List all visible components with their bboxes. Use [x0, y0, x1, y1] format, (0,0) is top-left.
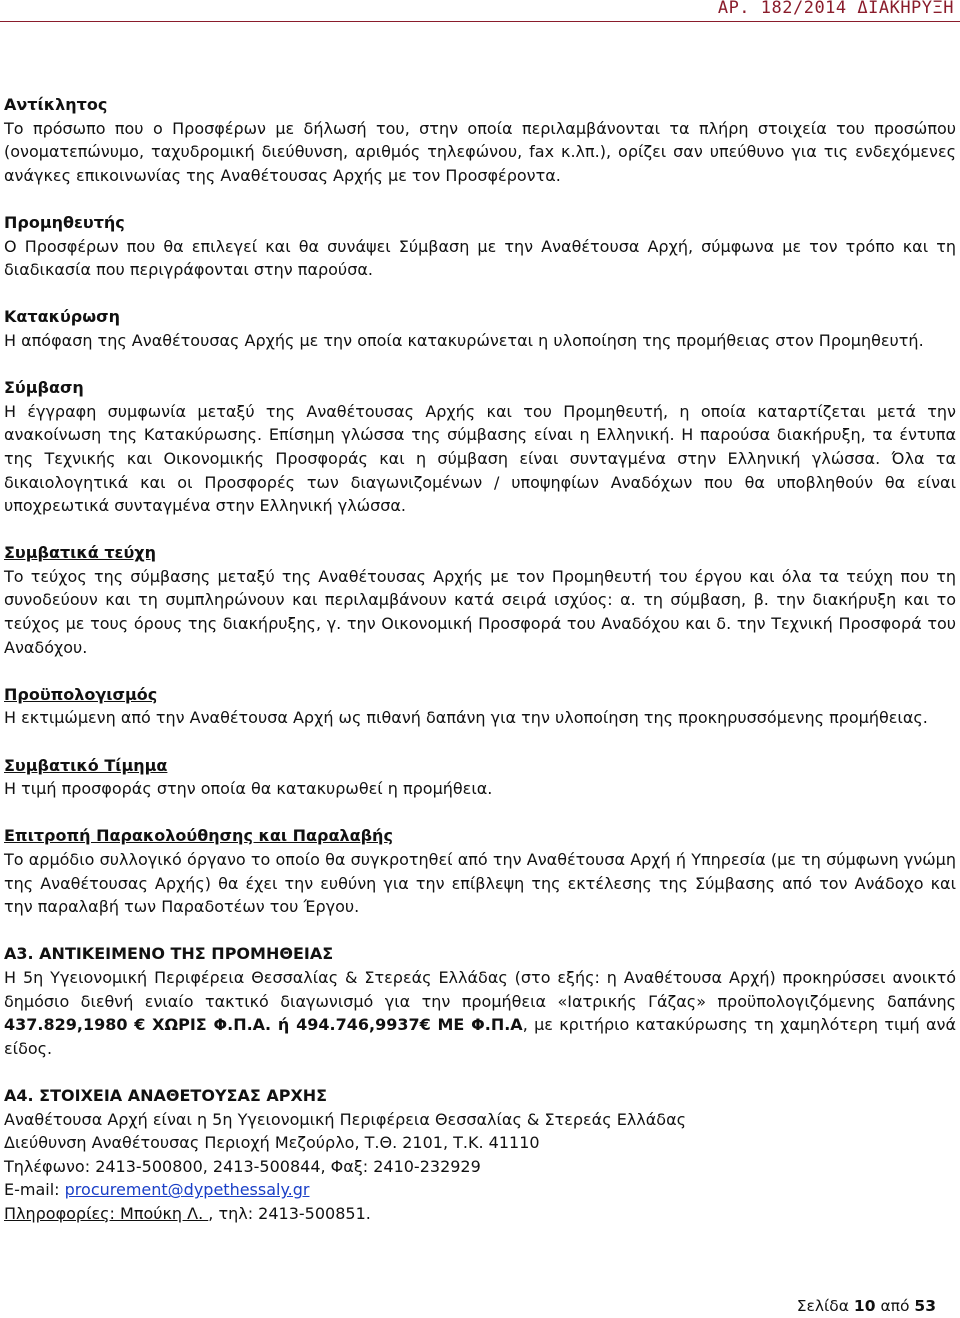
info-contact-label: Πληροφορίες: Μπούκη Λ. — [4, 1203, 209, 1223]
page-number: 10 — [853, 1297, 876, 1315]
section-title: Α4. ΣΤΟΙΧΕΙΑ ΑΝΑΘΕΤΟΥΣΑΣ ΑΡΧΗΣ — [4, 1085, 328, 1105]
a3-text-before: Η 5η Υγειονομική Περιφέρεια Θεσσαλίας & Στερεάς Ελλάδας (στο εξής: η Αναθέτουσα Αρχή) προκηρύσσει ανοικτό δημόσιο διεθνή ενιαίο τακτικό διαγωνισμό για την προμήθεια «Ιατρικής Γάζας» προϋπολογιζόμενης δαπάνης — [4, 967, 956, 1011]
section-symvatika-tefxi — [4, 541, 956, 659]
section-text: Ο Προσφέρων που θα επιλεγεί και θα συνάψει Σύμβαση με την Αναθέτουσα Αρχή, σύμφωνα με τον τρόπο και τη διαδικασία που περιγράφονται στην παρούσα. — [4, 236, 956, 280]
section-title: Συμβατικά τεύχη — [4, 543, 156, 563]
section-title: Επιτροπή Παρακολούθησης και Παραλαβής — [4, 826, 393, 846]
section-a3-object — [4, 942, 956, 1060]
authority-address-line: Διεύθυνση Αναθέτουσας Περιοχή Μεζούρλο, Τ.Θ. 2101, Τ.Κ. 41110 — [4, 1133, 540, 1153]
authority-phone-line: Τηλέφωνο: 2413-500800, 2413-500844, Φαξ: 2410-232929 — [4, 1156, 481, 1176]
a3-text-after: , με κριτήριο κατακύρωσης τη χαμηλότερη τιμή ανά είδος. — [4, 1015, 957, 1058]
section-symvasi — [4, 376, 956, 518]
authority-info-line — [4, 1202, 956, 1226]
section-text — [4, 966, 956, 1060]
document-header-title: ΑΡ. 182/2014 ΔΙΑΚΗΡΥΞΗ — [717, 0, 954, 18]
section-text: Το πρόσωπο που ο Προσφέρων με δήλωσή του, στην οποία περιλαμβάνονται τα πλήρη στοιχεία του προσώπου (ονοματεπώνυμο, ταχυδρομική διεύθυνση, αριθμός τηλεφώνου, fax κ.λπ.), ορίζει σαν υπεύθυνο για τις ενδεχόμενες ανάγκες επικοινωνίας της Αναθέτουσας Αρχής με τον Προσφέροντα. — [4, 118, 956, 185]
section-katakyrosi — [4, 305, 956, 352]
section-symvatiko-timima — [4, 754, 956, 801]
section-text: Η τιμή προσφοράς στην οποία θα κατακυρωθεί η προμήθεια. — [4, 779, 493, 799]
page-footer — [797, 1297, 936, 1315]
page-of-label: από — [880, 1297, 910, 1315]
section-title: Σύμβαση — [4, 378, 84, 398]
authority-email-line — [4, 1178, 956, 1202]
section-a4-authority — [4, 1084, 956, 1226]
section-text: Η εκτιμώμενη από την Αναθέτουσα Αρχή ως πιθανή δαπάνη για την υλοποίηση της προκηρυσσόμενης προμήθειας. — [4, 708, 928, 728]
header-divider — [0, 21, 960, 22]
authority-name-line: Αναθέτουσα Αρχή είναι η 5η Υγειονομική Περιφέρεια Θεσσαλίας & Στερεάς Ελλάδας — [4, 1109, 687, 1129]
section-proypologismos — [4, 683, 956, 730]
section-text: Το αρμόδιο συλλογικό όργανο το οποίο θα συγκροτηθεί από την Αναθέτουσα Αρχή ή Υπηρεσία (με τη σύμφωνη γνώμη της Αναθέτουσας Αρχής) θα έχει την ευθύνη για την επίβλεψη της εκτέλεσης της Σύμβασης από τον Ανάδοχο και την παραλαβή των Παραδοτέων του Έργου. — [4, 850, 956, 917]
document-body — [4, 93, 956, 1249]
section-epitropi — [4, 824, 956, 918]
section-text: Η απόφαση της Αναθέτουσας Αρχής με την οποία κατακυρώνεται η υλοποίηση της προμήθειας στον Προμηθευτή. — [4, 330, 924, 350]
section-title: Προϋπολογισμός — [4, 684, 158, 704]
amount-with-vat: 494.746,9937€ ΜΕ Φ.Π.Α — [296, 1015, 523, 1035]
section-title: Συμβατικό Τίμημα — [4, 755, 168, 775]
section-title: Α3. ΑΝΤΙΚΕΙΜΕΝΟ ΤΗΣ ΠΡΟΜΗΘΕΙΑΣ — [4, 944, 334, 964]
section-antiklitos — [4, 93, 956, 187]
page-label: Σελίδα — [796, 1297, 849, 1315]
email-link[interactable]: procurement@dypethessaly.gr — [64, 1180, 310, 1200]
section-title: Κατακύρωση — [4, 307, 120, 327]
section-title: Προμηθευτής — [4, 212, 125, 232]
section-promitheftis — [4, 211, 956, 282]
total-pages: 53 — [914, 1297, 936, 1315]
amount-conjunction: ή — [271, 1015, 297, 1035]
amount-without-vat: 437.829,1980 € ΧΩΡΙΣ Φ.Π.Α. — [4, 1015, 272, 1035]
section-text: Η έγγραφη συμφωνία μεταξύ της Αναθέτουσας Αρχής και του Προμηθευτή, η οποία καταρτίζεται μετά την ανακοίνωση της Κατακύρωσης. Επίσημη γλώσσα της σύμβασης είναι η Ελληνική. Η παρούσα διακήρυξη, τα έντυπα της Τεχνικής και Οικονομικής Προσφοράς και η σύμβαση είναι συνταγμένα στην Ελληνική γλώσσα. Όλα τα δικαιολογητικά και οι Προσφορές των διαγωνιζομένων / υποψηφίων Αναδόχων που θα υποβληθούν θα είναι υποχρεωτικά συνταγμένα στην Ελληνική γλώσσα. — [4, 401, 956, 516]
email-label: E-mail: — [4, 1180, 65, 1200]
section-title: Αντίκλητος — [4, 95, 108, 114]
info-contact-phone: , τηλ: 2413-500851. — [208, 1203, 371, 1223]
section-text: Το τεύχος της σύμβασης μεταξύ της Αναθέτουσας Αρχής με τον Προμηθευτή του έργου και όλα τα τεύχη που τη συνοδεύουν και τη συμπληρώνουν και περιλαμβάνουν κατά σειρά ισχύος: α. τη σύμβαση, β. την διακήρυξη και το τεύχος με τους όρους της διακήρυξης, γ. την Οικονομική Προσφορά του Αναδόχου και δ. την Τεχνική Προσφορά του Αναδόχου. — [4, 566, 956, 657]
